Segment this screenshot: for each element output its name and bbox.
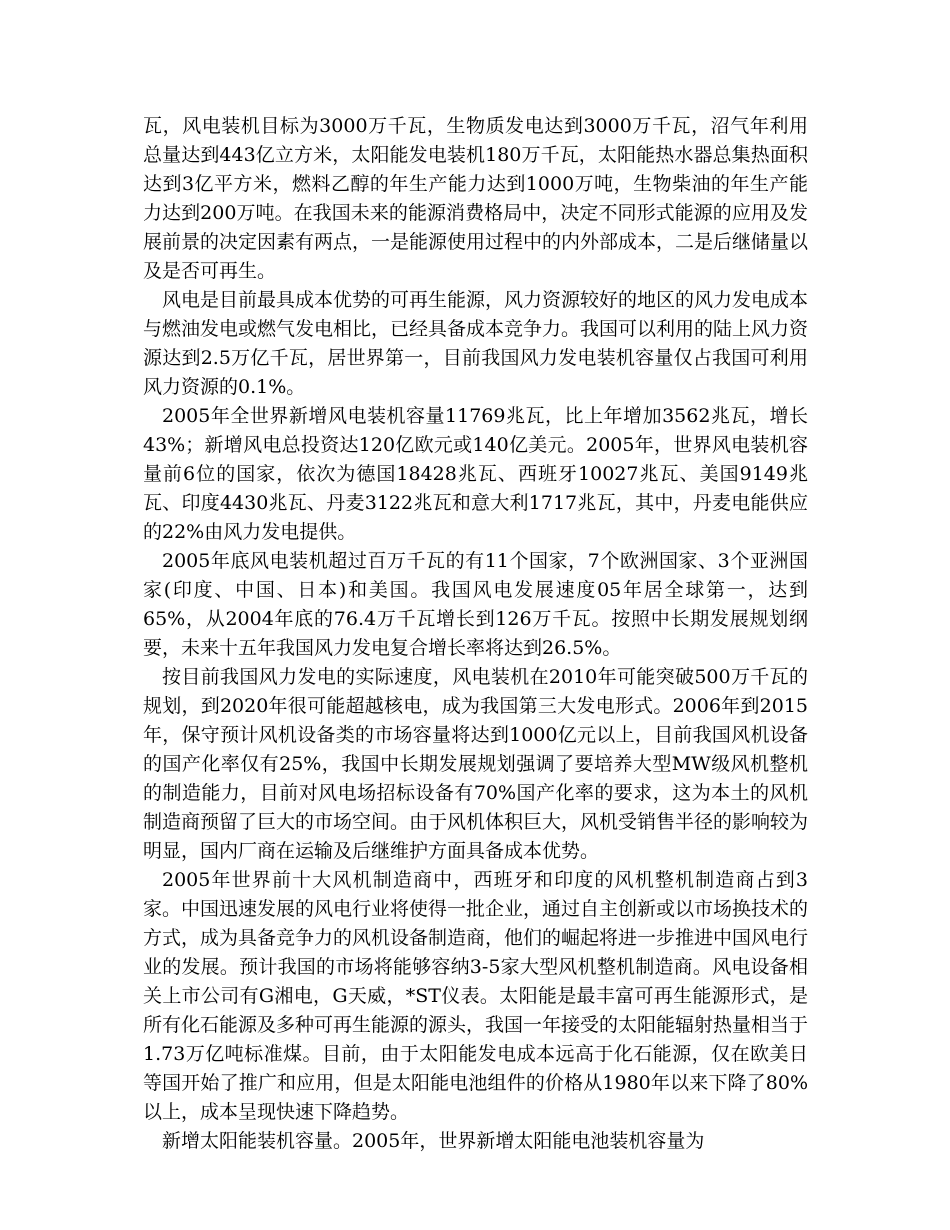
paragraph-2: 风电是目前最具成本优势的可再生能源，风力资源较好的地区的风力发电成本与燃油发电或燃气发电相比，已经具备成本竞争力。我国可以利用的陆上风力资源达到2.5万亿千瓦，居世界第一，目前我国风力发电装机容量仅占我国可利用风力资源的0.1%。 (143, 289, 809, 398)
paragraph-1: 瓦，风电装机目标为3000万千瓦，生物质发电达到3000万千瓦，沼气年利用总量达到443亿立方米，太阳能发电装机180万千瓦，太阳能热水器总集热面积达到3亿平方米，燃料乙醇的年生产能力达到1000万吨，生物柴油的年生产能力达到200万吨。在我国未来的能源消费格局中，决定不同形式能源的应用及发展前景的决定因素有两点，一是能源使用过程中的内外部成本，二是后继储量以及是否可再生。 (143, 115, 809, 282)
paragraph-7: 新增太阳能装机容量。2005年，世界新增太阳能电池装机容量为 (162, 1130, 705, 1152)
body-text (143, 112, 808, 1156)
paragraph-3: 2005年全世界新增风电装机容量11769兆瓦，比上年增加3562兆瓦，增长43%；新增风电总投资达120亿欧元或140亿美元。2005年，世界风电装机容量前6位的国家，依次为德国18428兆瓦、西班牙10027兆瓦、美国9149兆瓦、印度4430兆瓦、丹麦3122兆瓦和意大利1717兆瓦，其中，丹麦电能供应的22%由风力发电提供。 (143, 405, 808, 543)
paragraph-4: 2005年底风电装机超过百万千瓦的有11个国家，7个欧洲国家、3个亚洲国家(印度、中国、日本)和美国。我国风电发展速度05年居全球第一，达到65%，从2004年底的76.4万千瓦增长到126万千瓦。按照中长期发展规划纲要，未来十五年我国风力发电复合增长率将达到26.5%。 (143, 550, 808, 659)
paragraph-6: 2005年世界前十大风机制造商中，西班牙和印度的风机整机制造商占到3家。中国迅速发展的风电行业将使得一批企业，通过自主创新或以市场换技术的方式，成为具备竞争力的风机设备制造商，他们的崛起将进一步推进中国风电行业的发展。预计我国的市场将能够容纳3-5家大型风机整机制造商。风电设备相关上市公司有G湘电，G天威，*ST仪表。太阳能是最丰富可再生能源形式，是所有化石能源及多种可再生能源的源头，我国一年接受的太阳能辐射热量相当于1.73万亿吨标准煤。目前，由于太阳能发电成本远高于化石能源，仅在欧美日等国开始了推广和应用，但是太阳能电池组件的价格从1980年以来下降了80%以上，成本呈现快速下降趋势。 (143, 869, 809, 1123)
paragraph-5: 按目前我国风力发电的实际速度，风电装机在2010年可能突破500万千瓦的规划，到2020年很可能超越核电，成为我国第三大发电形式。2006年到2015年，保守预计风机设备类的市场容量将达到1000亿元以上，目前我国风机设备的国产化率仅有25%，我国中长期发展规划强调了要培养大型MW级风机整机的制造能力，目前对风电场招标设备有70%国产化率的要求，这为本土的风机制造商预留了巨大的市场空间。由于风机体积巨大，风机受销售半径的影响较为明显，国内厂商在运输及后继维护方面具备成本优势。 (143, 666, 809, 862)
